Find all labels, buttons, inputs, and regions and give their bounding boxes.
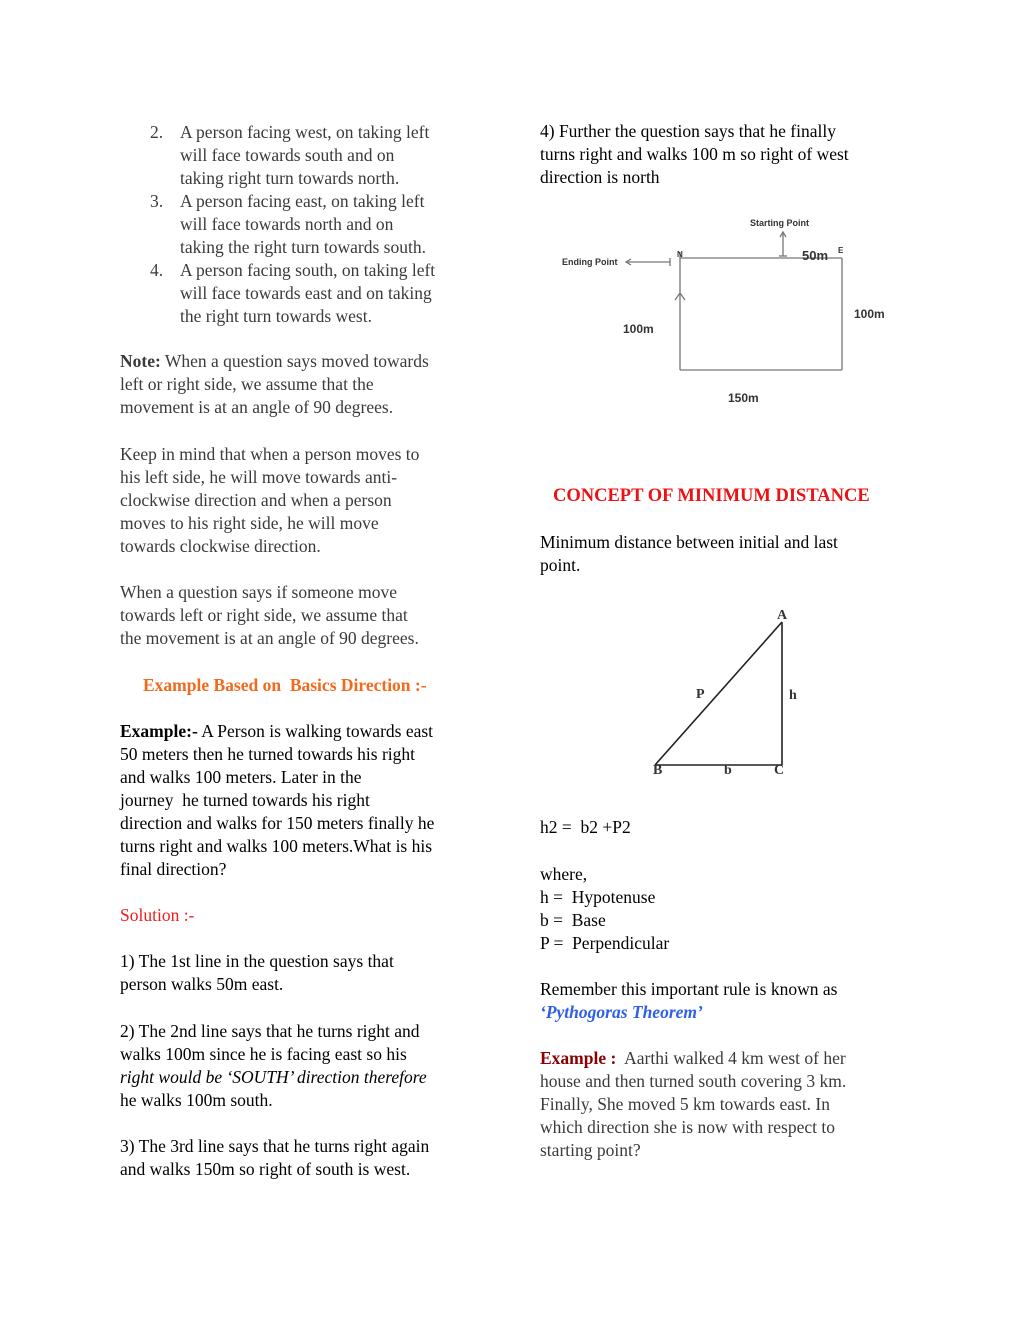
note-paragraph [120, 350, 429, 419]
text-line: final direction? [120, 859, 227, 879]
list-number: 2. [150, 122, 164, 142]
example-heading: Example Based on Basics Direction :- [143, 675, 427, 695]
concept-heading: CONCEPT OF MINIMUM DISTANCE [553, 486, 870, 506]
text-line: Finally, She moved 5 km towards east. In [540, 1094, 831, 1114]
text-line: A Person is walking towards east [197, 721, 434, 741]
text-line: Keep in mind that when a person moves to [120, 444, 420, 464]
distance-100m-left-label: 100m [623, 322, 654, 336]
text-line: will face towards north and on [180, 214, 394, 234]
text-line: house and then turned south covering 3 km. [540, 1071, 847, 1091]
distance-150m-label: 150m [728, 391, 759, 405]
where-definitions [540, 863, 669, 955]
text-line: movement is at an angle of 90 degrees. [120, 397, 394, 417]
text-line: the right turn towards west. [180, 306, 372, 326]
text-line: 50 meters then he turned towards his right [120, 744, 416, 764]
side-b-label: b [724, 763, 732, 778]
text-line: moves to his right side, he will move [120, 513, 379, 533]
side-h-label: h [789, 688, 797, 703]
example-paragraph [120, 720, 434, 881]
example-label: Example:- [120, 721, 198, 741]
text-line: When a question says moved towards [160, 351, 429, 371]
example-label: Example : [540, 1048, 617, 1068]
text-line: A person facing east, on taking left [180, 191, 425, 211]
solution-label: Solution :- [120, 905, 195, 925]
text-line: and walks 100 meters. Later in the [120, 767, 362, 787]
right-triangle-diagram [630, 600, 820, 785]
pythagoras-formula: h2 = b2 +P2 [540, 817, 631, 837]
ending-point-label: Ending Point [562, 257, 618, 267]
remember-paragraph [540, 978, 837, 1024]
text-line: where, [540, 864, 588, 884]
vertex-b-label: B [653, 763, 663, 778]
when-paragraph [120, 581, 419, 650]
solution-step-3 [120, 1135, 429, 1181]
vertex-a-label: A [777, 608, 788, 623]
list-number: 4. [150, 260, 164, 280]
text-line: and walks 150m so right of south is west. [120, 1159, 411, 1179]
text-line: 4) Further the question says that he finally [540, 121, 836, 141]
text-line: right would be ‘SOUTH’ direction therefore [120, 1067, 427, 1087]
text-line: towards left or right side, we assume that [120, 605, 408, 625]
text-line: 1) The 1st line in the question says that [120, 951, 394, 971]
text-line: will face towards east and on taking [180, 283, 432, 303]
distance-50m-label: 50m [802, 248, 829, 263]
vertex-c-label: C [774, 763, 785, 778]
list-item [150, 121, 490, 191]
text-line: starting point? [540, 1140, 641, 1160]
text-line: A person facing south, on taking left [180, 260, 436, 280]
north-label: N [677, 250, 683, 259]
text-line: person walks 50m east. [120, 974, 284, 994]
solution-step-2 [120, 1020, 427, 1112]
distance-100m-right-label: 100m [854, 307, 885, 321]
text-line: the movement is at an angle of 90 degrees. [120, 628, 419, 648]
text-line: clockwise direction and when a person [120, 490, 392, 510]
text-line: b = Base [540, 910, 606, 930]
text-line: Remember this important rule is known as [540, 979, 838, 999]
text-line: 3) The 3rd line says that he turns right again [120, 1136, 430, 1156]
text-line: journey he turned towards his right [120, 790, 370, 810]
keep-in-mind-paragraph [120, 443, 419, 558]
text-line: When a question says if someone move [120, 582, 398, 602]
list-item [150, 259, 490, 329]
text-line: turns right and walks 100 m so right of west [540, 144, 849, 164]
text-line: direction and walks for 150 meters finally he [120, 813, 435, 833]
list-item [150, 190, 490, 260]
solution-step-4 [540, 120, 849, 189]
text-line: which direction she is now with respect to [540, 1117, 836, 1137]
east-label: E [838, 246, 844, 255]
note-label: Note: [120, 351, 161, 371]
text-line: point. [540, 555, 581, 575]
text-line: Aarthi walked 4 km west of her [616, 1048, 846, 1068]
starting-point-label: Starting Point [750, 218, 809, 228]
direction-path-diagram [540, 200, 900, 420]
side-p-label: P [696, 687, 705, 702]
text-line: turns right and walks 100 meters.What is his [120, 836, 433, 856]
text-line: his left side, he will move towards anti- [120, 467, 398, 487]
text-line: towards clockwise direction. [120, 536, 321, 556]
text-line: A person facing west, on taking left [180, 122, 430, 142]
aarthi-example-paragraph [540, 1047, 846, 1162]
solution-step-1 [120, 950, 394, 996]
text-line: 2) The 2nd line says that he turns right and [120, 1021, 420, 1041]
text-line: walks 100m since he is facing east so his [120, 1044, 407, 1064]
text-line: left or right side, we assume that the [120, 374, 374, 394]
text-line: Minimum distance between initial and last [540, 532, 838, 552]
text-line: P = Perpendicular [540, 933, 670, 953]
text-line: he walks 100m south. [120, 1090, 273, 1110]
text-line: taking the right turn towards south. [180, 237, 426, 257]
text-line: h = Hypotenuse [540, 887, 656, 907]
text-line: taking right turn towards north. [180, 168, 400, 188]
list-number: 3. [150, 191, 164, 211]
minimum-distance-paragraph [540, 531, 838, 577]
theorem-name: ‘Pythogoras Theorem’ [540, 1002, 703, 1022]
text-line: will face towards south and on [180, 145, 395, 165]
text-line: direction is north [540, 167, 660, 187]
